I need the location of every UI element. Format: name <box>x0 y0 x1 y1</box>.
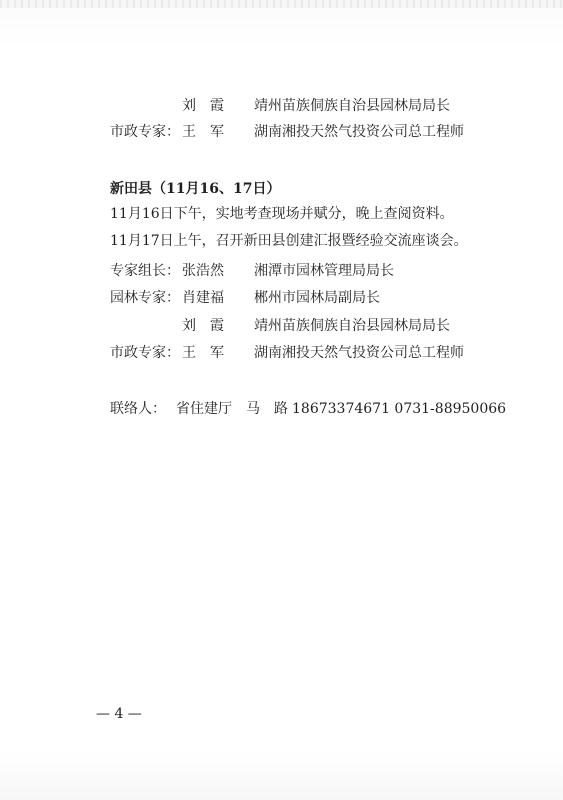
expert-title: 湖南湘投天然气投资公司总工程师 <box>254 124 464 140</box>
schedule-text: 11月17日上午，召开新田县创建汇报暨经验交流座谈会。 <box>110 233 468 249</box>
contact-label: 联络人： <box>110 401 166 417</box>
expert-name: 王 军 <box>182 124 224 140</box>
expert-title: 郴州市园林局副局长 <box>254 290 380 306</box>
scan-top-edge <box>0 0 563 8</box>
expert-title: 湘潭市园林管理局局长 <box>254 263 394 279</box>
page-number: — 4 — <box>96 706 142 722</box>
contact-phones: 18673374671 0731-88950066 <box>292 401 507 417</box>
expert-name: 刘 霞 <box>182 318 224 334</box>
expert-name: 张浩然 <box>182 263 224 279</box>
expert-title: 靖州苗族侗族自治县园林局局长 <box>254 98 450 114</box>
contact-name: 马 路 <box>246 401 288 417</box>
expert-name: 王 军 <box>182 345 224 361</box>
expert-role: 市政专家： <box>110 124 180 140</box>
expert-role: 专家组长： <box>110 263 180 279</box>
expert-title: 靖州苗族侗族自治县园林局局长 <box>254 318 450 334</box>
contact-org: 省住建厅 <box>176 401 232 417</box>
expert-role: 园林专家： <box>110 290 180 306</box>
expert-title: 湖南湘投天然气投资公司总工程师 <box>254 345 464 361</box>
expert-role: 市政专家： <box>110 345 180 361</box>
expert-name: 刘 霞 <box>182 98 224 114</box>
schedule-text: 11月16日下午，实地考查现场并赋分，晚上查阅资料。 <box>110 206 454 222</box>
county-heading: 新田县（11月16、17日） <box>110 181 281 197</box>
expert-name: 肖建福 <box>182 290 224 306</box>
